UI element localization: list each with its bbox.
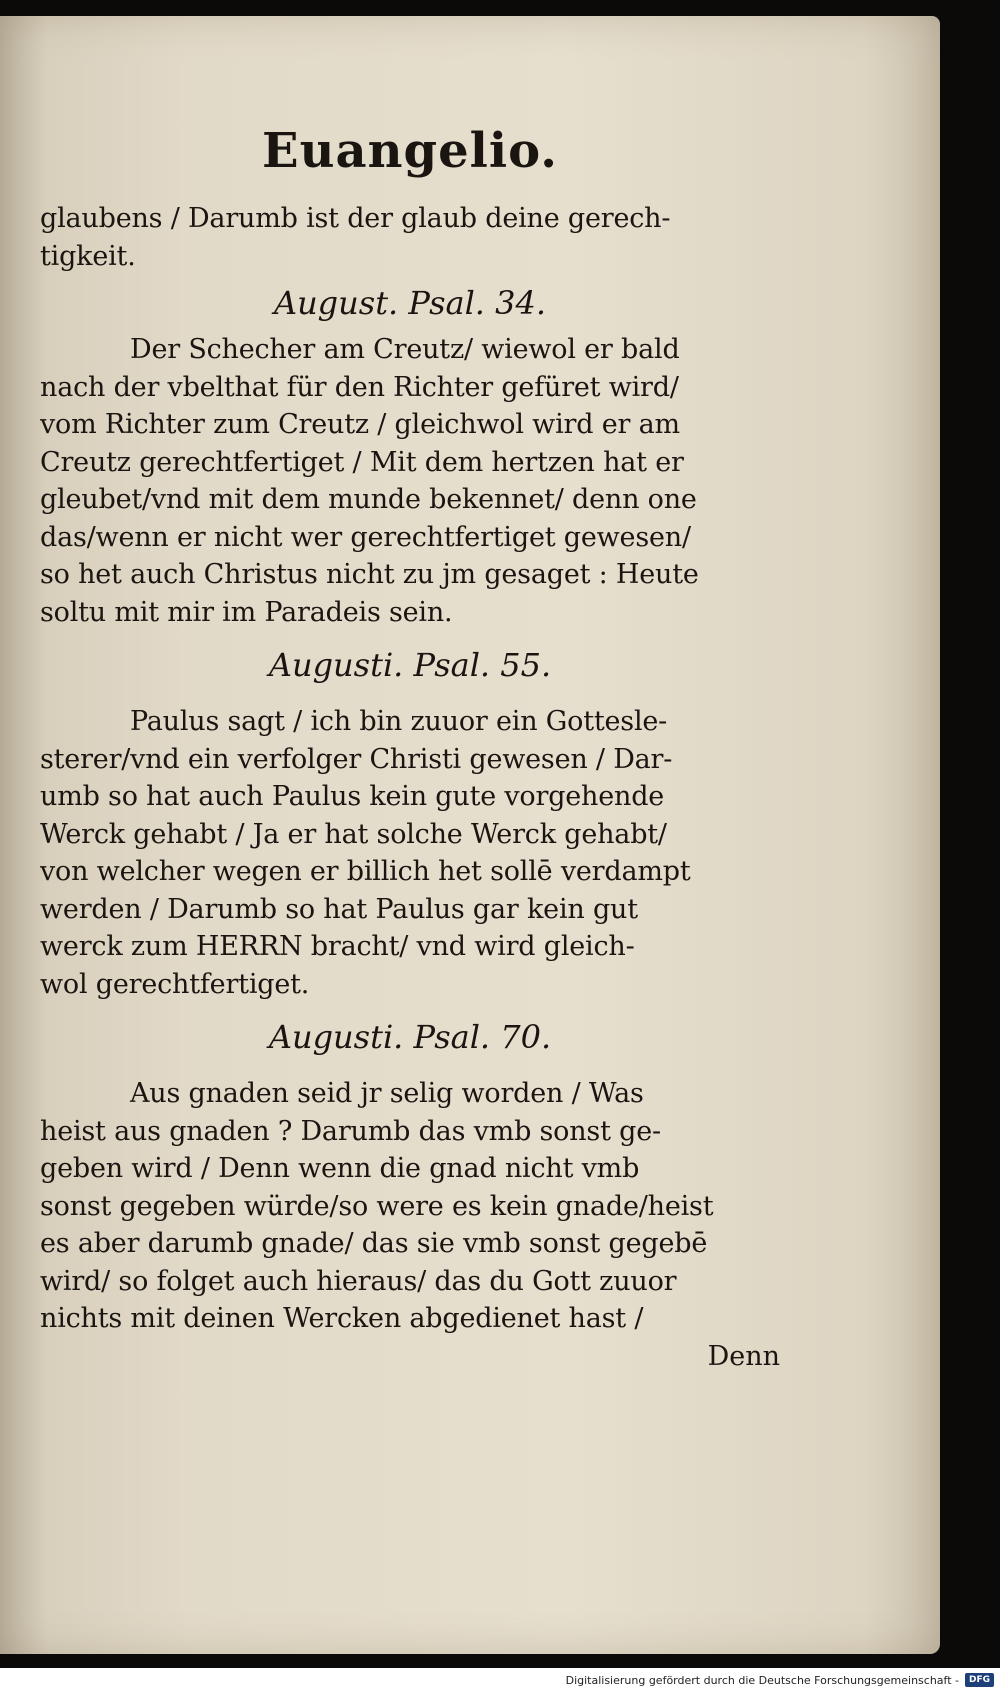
- text-line: wol gerechtfertiget.: [40, 968, 310, 1000]
- text-line: nach der vbelthat für den Richter gefüret wird/: [40, 371, 679, 403]
- book-page: [0, 16, 940, 1654]
- text-line: so het auch Christus nicht zu jm gesaget : Heute: [40, 559, 699, 590]
- text-line: Creutz gerechtfertiget / Mit dem hertzen hat er: [40, 446, 684, 478]
- text-block: [40, 116, 780, 1375]
- text-line: Werck gehabt / Ja er hat solche Werck gehabt/: [40, 818, 667, 850]
- text-line: sterer/vnd ein verfolger Christi gewesen / Dar-: [40, 743, 673, 775]
- text-line: gleubet/vnd mit dem munde bekennet/ denn one: [40, 484, 697, 515]
- text-line: sonst gegeben würde/so were es kein gnade/heist: [40, 1190, 714, 1222]
- running-head: Euangelio.: [262, 123, 558, 179]
- dfg-logo-icon: DFG: [965, 1673, 994, 1687]
- text-line: wird/ so folget auch hieraus/ das du Gott zuuor: [40, 1265, 677, 1297]
- text-line: soltu mit mir im Paradeis sein.: [40, 596, 453, 628]
- text-line: geben wird / Denn wenn die gnad nicht vmb: [40, 1153, 640, 1184]
- text-line: das/wenn er nicht wer gerechtfertiget gewesen/: [40, 521, 691, 553]
- text-line: nichts mit deinen Wercken abgedienet hast /: [40, 1303, 644, 1334]
- text-line: vom Richter zum Creutz / gleichwol wird er am: [40, 409, 680, 440]
- text-line: glaubens / Darumb ist der glaub deine gerech-: [40, 203, 671, 234]
- text-line: Paulus sagt / ich bin zuuor ein Gottesle-: [130, 706, 668, 737]
- text-line: tigkeit.: [40, 240, 136, 272]
- text-line: es aber darumb gnade/ das sie vmb sonst gegebē: [40, 1228, 708, 1259]
- catchword: Denn: [707, 1340, 780, 1372]
- text-line: umb so hat auch Paulus kein gute vorgehende: [40, 781, 665, 812]
- footer-bar: [0, 1668, 1000, 1692]
- text-line: Der Schecher am Creutz/ wiewol er bald: [130, 334, 680, 365]
- section-heading-1: August. Psal. 34.: [273, 284, 547, 322]
- text-line: heist aus gnaden ? Darumb das vmb sonst ge-: [40, 1115, 661, 1147]
- footer-credit: Digitalisierung gefördert durch die Deutsche Forschungsgemeinschaft -: [565, 1673, 959, 1687]
- text-line: Aus gnaden seid jr selig worden / Was: [130, 1078, 644, 1109]
- section-heading-2: Augusti. Psal. 55.: [268, 646, 552, 684]
- section-heading-3: Augusti. Psal. 70.: [268, 1018, 552, 1056]
- text-line: von welcher wegen er billich het sollē verdampt: [40, 856, 691, 887]
- text-line: werck zum HERRN bracht/ vnd wird gleich-: [40, 931, 635, 962]
- text-line: werden / Darumb so hat Paulus gar kein gut: [40, 893, 638, 925]
